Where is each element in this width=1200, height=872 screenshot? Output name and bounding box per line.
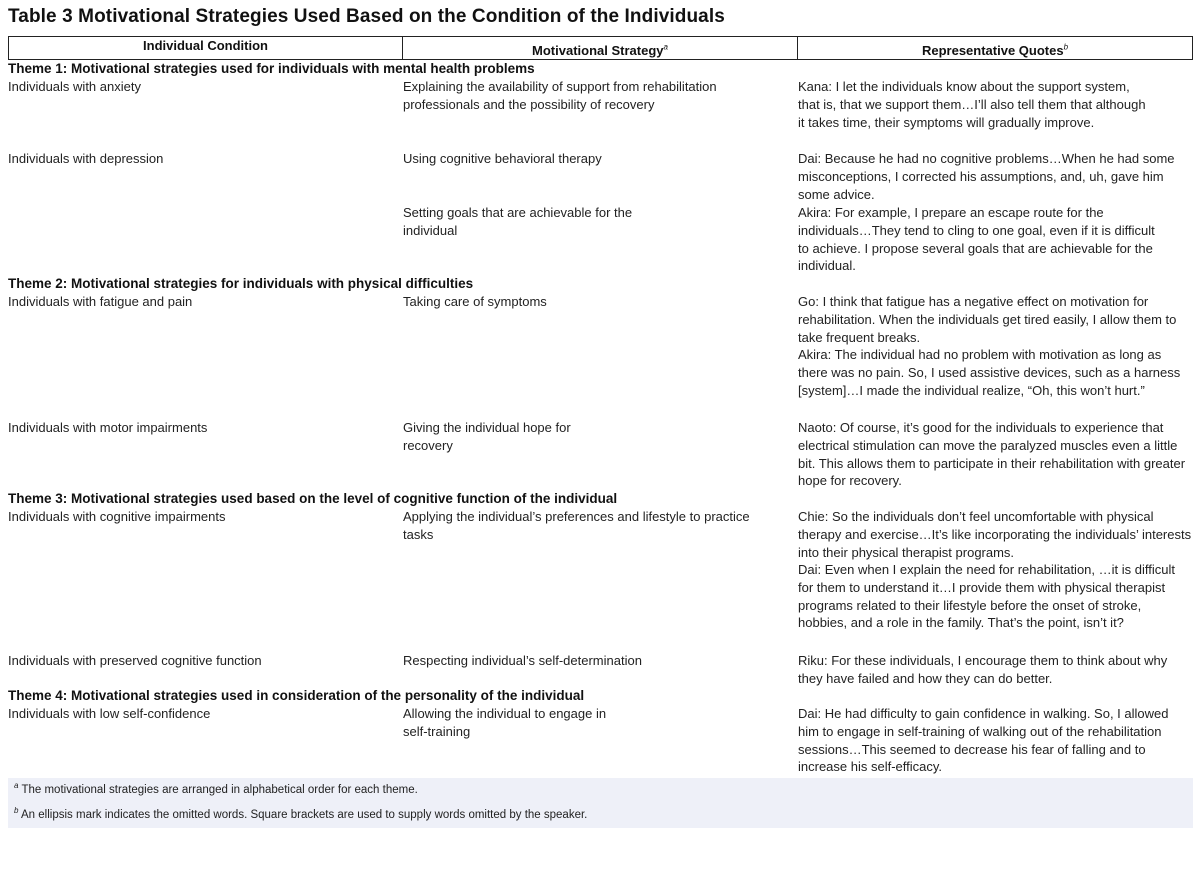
table-title: Table 3 Motivational Strategies Used Based on the Condition of the Individuals [8,6,725,27]
theme-heading-3: Theme 3: Motivational strategies used based on the level of cognitive function of the individual [8,491,618,506]
row-4-quote-2: Akira: The individual had no problem with motivation as long as there was no pain. So, I used assistive devices, such as a harness [system]…I made the individual realize, “Oh, this won’t hurt.” [798,347,1181,398]
row-8-condition: Individuals with low self-confidence [8,706,211,721]
row-2-condition: Individuals with depression [8,151,164,166]
footnote-b-mark: b [14,806,19,816]
table-header [8,36,1193,60]
row-2-strategy: Using cognitive behavioral therapy [403,151,602,166]
header-strategy-footnote-mark: a [663,42,668,52]
row-6-condition: Individuals with cognitive impairments [8,509,226,524]
header-motivational-strategy [403,37,798,59]
row-6-strategy: Applying the individual’s preferences and lifestyle to practice tasks [403,509,750,542]
footnote-b [14,806,588,821]
table-footnotes [8,778,1193,828]
footnote-a-text: The motivational strategies are arranged in alphabetical order for each theme. [21,784,418,796]
row-4-condition: Individuals with fatigue and pain [8,294,193,309]
header-condition-label: Individual Condition [143,38,268,53]
row-7-condition: Individuals with preserved cognitive function [8,653,262,668]
row-5-condition: Individuals with motor impairments [8,420,208,435]
row-8-strategy: Allowing the individual to engage in self-training [403,706,607,739]
row-2-quote: Dai: Because he had no cognitive problems…When he had some misconceptions, I corrected his assumptions, and, uh, gave him some advice. [798,151,1175,202]
footnote-a [14,781,418,796]
header-quotes-label: Representative Quotes [921,43,1064,58]
row-1-quote: Kana: I let the individuals know about the support system, that is, that we support them…I’ll also tell them that although it takes time, their symptoms will gradually improve. [798,79,1146,130]
row-6-quote: Chie: So the individuals don’t feel uncomfortable with physical therapy and exercise…It’s like incorporating the individuals’ interests into their physical therapist programs. [798,509,1192,560]
row-7-strategy: Respecting individual’s self-determination [403,653,642,668]
header-quotes-footnote-mark: b [1063,42,1069,52]
theme-heading-2: Theme 2: Motivational strategies for individuals with physical difficulties [8,276,474,291]
row-8-quote: Dai: He had difficulty to gain confidence in walking. So, I allowed him to engage in self-training of walking out of the rehabilitation sessions…This seemed to decrease his fear of falling and to increase his self-efficacy. [798,706,1169,775]
footnote-a-mark: a [14,781,19,791]
row-3-strategy: Setting goals that are achievable for the individual [403,205,633,238]
row-1-strategy: Explaining the availability of support from rehabilitation professionals and the possibility of recovery [403,79,717,112]
header-strategy-label: Motivational Strategy [532,43,664,58]
row-1-condition: Individuals with anxiety [8,79,141,94]
header-representative-quotes [798,37,1192,59]
row-5-strategy: Giving the individual hope for recovery [403,420,571,453]
theme-heading-1: Theme 1: Motivational strategies used for individuals with mental health problems [8,61,535,76]
row-3-quote: Akira: For example, I prepare an escape route for the individuals…They tend to cling to one goal, even if it is difficult to achieve. I propose several goals that are achievable for the individual. [798,205,1155,274]
footnote-b-text: An ellipsis mark indicates the omitted words. Square brackets are used to supply words omitted by the speaker. [21,809,588,821]
row-4-quote: Go: I think that fatigue has a negative effect on motivation for rehabilitation. When the individuals get tired easily, I allow them to take frequent breaks. [798,294,1177,345]
header-individual-condition [9,37,403,59]
row-6-quote-2: Dai: Even when I explain the need for rehabilitation, …it is difficult for them to understand it…I provide them with physical therapist programs related to their lifestyle before the onset of stroke, hobbies, and a role in the family. That’s the point, isn’t it? [798,562,1175,631]
row-7-quote: Riku: For these individuals, I encourage them to think about why they have failed and how they can do better. [798,653,1168,686]
theme-heading-4: Theme 4: Motivational strategies used in consideration of the personality of the individual [8,688,585,703]
row-5-quote: Naoto: Of course, it’s good for the individuals to experience that electrical stimulation can move the paralyzed muscles even a little bit. This allows them to participate in their rehabilitation with greater hope for recovery. [798,420,1186,489]
row-4-strategy: Taking care of symptoms [403,294,547,309]
